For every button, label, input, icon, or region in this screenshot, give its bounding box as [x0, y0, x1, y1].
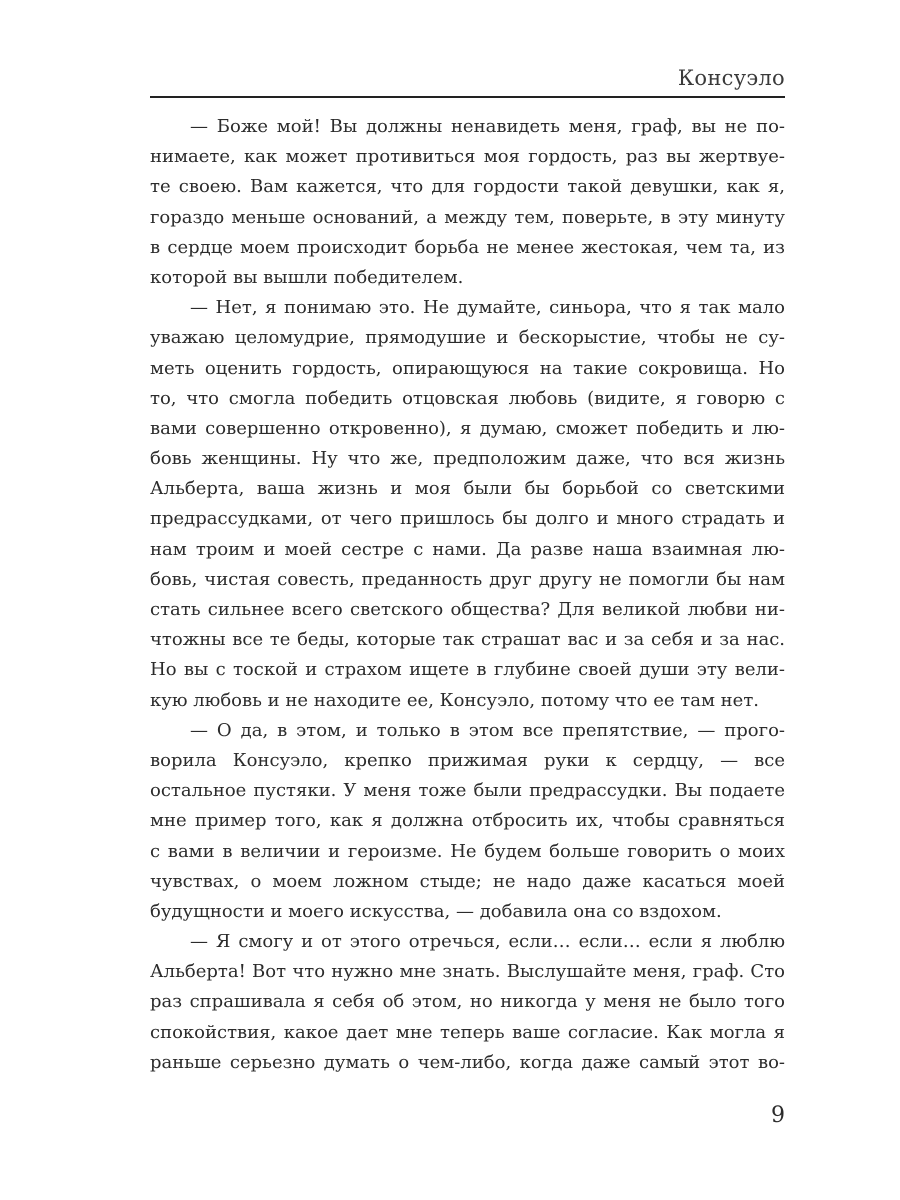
text-line: вами совершенно откровенно), я думаю, сможет победить и лю-: [150, 417, 785, 439]
text-line: бовь, чистая совесть, преданность друг другу не помогли бы нам: [150, 568, 785, 590]
text-line: то, что смогла победить отцовская любовь (видите, я говорю с: [150, 387, 785, 409]
text-line: спокойствия, какое дает мне теперь ваше согласие. Как могла я: [150, 1021, 785, 1043]
body-text: [150, 112, 785, 1078]
text-line: которой вы вышли победителем.: [150, 266, 464, 288]
text-line: Альберта, ваша жизнь и моя были бы борьбой со светскими: [150, 478, 785, 500]
text-line: раз спрашивала я себя об этом, но никогда у меня не было того: [150, 991, 785, 1013]
text-line: остальное пустяки. У меня тоже были предрассудки. Вы подаете: [150, 780, 785, 802]
text-line: нимаете, как может противиться моя гордость, раз вы жертвуе-: [150, 146, 785, 168]
text-line: бовь женщины. Ну что же, предположим даже, что вся жизнь: [150, 448, 785, 470]
text-line: мне пример того, как я должна отбросить их, чтобы сравняться: [150, 810, 785, 832]
text-line: Но вы с тоской и страхом ищете в глубине своей души эту вели-: [150, 659, 785, 681]
text-line: — Нет, я понимаю это. Не думайте, синьора, что я так мало: [190, 297, 785, 319]
text-line: в сердце моем происходит борьба не менее жестокая, чем та, из: [150, 236, 785, 258]
text-line: гораздо меньше оснований, а между тем, поверьте, в эту минуту: [150, 206, 785, 228]
text-line: те своею. Вам кажется, что для гордости такой девушки, как я,: [150, 176, 785, 198]
text-line: — О да, в этом, и только в этом все препятствие, — прого-: [190, 719, 785, 741]
text-line: уважаю целомудрие, прямодушие и бескорыстие, чтобы не су-: [150, 327, 785, 349]
header-rule: [150, 96, 785, 98]
text-line: — Я смогу и от этого отречься, если… если… если я люблю: [190, 931, 785, 953]
text-line: ворила Консуэло, крепко прижимая руки к сердцу, — все: [150, 749, 785, 771]
text-line: с вами в величии и героизме. Не будем больше говорить о моих: [150, 840, 785, 862]
text-line: предрассудками, от чего пришлось бы долго и много страдать и: [150, 508, 785, 530]
text-line: Альберта! Вот что нужно мне знать. Выслушайте меня, граф. Сто: [150, 961, 785, 983]
running-head-title: Консуэло: [677, 66, 785, 90]
text-line: нам троим и моей сестре с нами. Да разве наша взаимная лю-: [150, 538, 785, 560]
text-line: чувствах, о моем ложном стыде; не надо даже касаться моей: [150, 870, 785, 892]
text-line: раньше серьезно думать о чем-либо, когда даже самый этот во-: [150, 1051, 785, 1073]
text-line: меть оценить гордость, опирающуюся на такие сокровища. Но: [150, 357, 785, 379]
text-line: — Боже мой! Вы должны ненавидеть меня, граф, вы не по-: [190, 116, 785, 137]
text-line: будущности и моего искусства, — добавила она со вздохом.: [150, 900, 722, 922]
text-line: чтожны все те беды, которые так страшат вас и за себя и за нас.: [150, 629, 785, 651]
text-line: кую любовь и не находите ее, Консуэло, потому что ее там нет.: [150, 689, 759, 711]
page-number: 9: [771, 1103, 785, 1128]
text-line: стать сильнее всего светского общества? Для великой любви ни-: [150, 599, 785, 620]
